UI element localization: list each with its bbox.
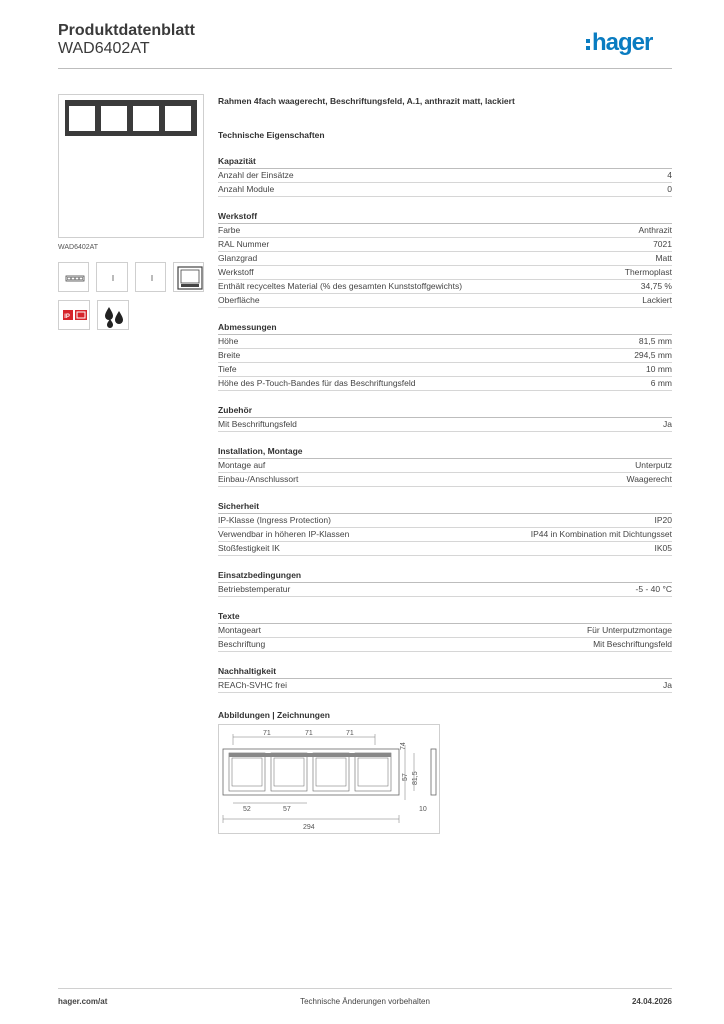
spec-section bbox=[218, 322, 672, 391]
brand-name: hager bbox=[592, 29, 653, 56]
spec-value: 34,75 % bbox=[640, 281, 672, 291]
spec-sections bbox=[218, 156, 672, 693]
spec-value: IP20 bbox=[654, 515, 672, 525]
spec-row bbox=[218, 266, 672, 280]
section-title: Texte bbox=[218, 611, 672, 624]
spec-value: Für Unterputzmontage bbox=[586, 625, 672, 635]
single-insert-icon bbox=[135, 262, 166, 292]
spec-value: 294,5 mm bbox=[634, 350, 672, 360]
spec-section bbox=[218, 611, 672, 652]
spec-row bbox=[218, 542, 672, 556]
page-footer bbox=[58, 997, 672, 1011]
spec-label: Anzahl der Einsätze bbox=[218, 170, 294, 180]
spec-section bbox=[218, 211, 672, 308]
spec-value: Unterputz bbox=[635, 460, 672, 470]
product-image bbox=[58, 94, 204, 238]
drawing-title: Abbildungen | Zeichnungen bbox=[218, 710, 330, 720]
section-title: Installation, Montage bbox=[218, 446, 672, 459]
spec-section bbox=[218, 570, 672, 597]
four-frame-icon bbox=[58, 262, 89, 292]
specs-column bbox=[218, 96, 672, 834]
spec-row bbox=[218, 638, 672, 652]
spec-label: Montage auf bbox=[218, 460, 266, 470]
technical-drawing bbox=[218, 724, 440, 834]
hager-logo bbox=[586, 28, 672, 56]
spec-value: 81,5 mm bbox=[638, 336, 672, 346]
spec-row bbox=[218, 418, 672, 432]
section-title: Zubehör bbox=[218, 405, 672, 418]
spec-label: Mit Beschriftungsfeld bbox=[218, 419, 297, 429]
ip-text: IP bbox=[64, 313, 70, 320]
section-title: Werkstoff bbox=[218, 211, 672, 224]
dim-pitch: 57 bbox=[283, 806, 291, 813]
spec-label: Höhe bbox=[218, 336, 239, 346]
footer-notice: Technische Änderungen vorbehalten bbox=[300, 997, 430, 1006]
single-insert-icon bbox=[96, 262, 127, 292]
spec-label: Anzahl Module bbox=[218, 184, 275, 194]
spec-value: IK05 bbox=[654, 543, 672, 553]
spec-label: Glanzgrad bbox=[218, 253, 258, 263]
spec-label: Verwendbar in höheren IP-Klassen bbox=[218, 529, 350, 539]
spec-label: RAL Nummer bbox=[218, 239, 270, 249]
spec-row bbox=[218, 169, 672, 183]
spec-section bbox=[218, 156, 672, 197]
section-title: Sicherheit bbox=[218, 501, 672, 514]
spec-row bbox=[218, 363, 672, 377]
spec-label: Farbe bbox=[218, 225, 241, 235]
document-title: Produktdatenblatt bbox=[58, 22, 195, 39]
spec-row bbox=[218, 377, 672, 391]
spec-row bbox=[218, 238, 672, 252]
spec-label: Enthält recyceltes Material (% des gesamten Kunststoffgewichts) bbox=[218, 281, 463, 291]
footer-website[interactable]: hager.com/at bbox=[58, 997, 108, 1006]
product-code: WAD6402AT bbox=[58, 40, 150, 57]
spec-label: Breite bbox=[218, 350, 241, 360]
spec-row bbox=[218, 183, 672, 197]
dim-spacing-3: 71 bbox=[346, 730, 354, 737]
spec-row bbox=[218, 583, 672, 597]
dim-depth: 10 bbox=[419, 806, 427, 813]
spec-row bbox=[218, 349, 672, 363]
section-title: Abmessungen bbox=[218, 322, 672, 335]
spec-label: Höhe des P-Touch-Bandes für das Beschriftungsfeld bbox=[218, 378, 416, 388]
spec-row bbox=[218, 624, 672, 638]
spec-value: 10 mm bbox=[646, 364, 672, 374]
spec-value: Waagerecht bbox=[626, 474, 672, 484]
header-divider bbox=[58, 68, 672, 69]
section-title: Einsatzbedingungen bbox=[218, 570, 672, 583]
spec-row bbox=[218, 528, 672, 542]
left-column bbox=[58, 94, 204, 330]
spec-row bbox=[218, 252, 672, 266]
dim-total-width: 294 bbox=[303, 824, 315, 831]
spec-row bbox=[218, 514, 672, 528]
spec-value: 6 mm bbox=[650, 378, 672, 388]
spec-value: IP44 in Kombination mit Dichtungsset bbox=[530, 529, 672, 539]
spec-value: Ja bbox=[663, 680, 672, 690]
spec-value: Lackiert bbox=[642, 295, 672, 305]
product-description: Rahmen 4fach waagerecht, Beschriftungsfeld, A.1, anthrazit matt, lackiert bbox=[218, 96, 515, 106]
dim-spacing-2: 71 bbox=[305, 730, 313, 737]
spec-row bbox=[218, 473, 672, 487]
spec-value: Anthrazit bbox=[638, 225, 672, 235]
ip-rating-icon bbox=[58, 300, 90, 330]
footer-date: 24.04.2026 bbox=[631, 997, 672, 1006]
water-drops-icon bbox=[97, 300, 129, 330]
spec-value: Thermoplast bbox=[624, 267, 672, 277]
section-title: Kapazität bbox=[218, 156, 672, 169]
spec-label: Stoßfestigkeit IK bbox=[218, 543, 280, 553]
spec-value: Ja bbox=[663, 419, 672, 429]
label-field-icon bbox=[173, 262, 204, 292]
spec-label: Einbau-/Anschlussort bbox=[218, 474, 299, 484]
spec-value: -5 - 40 °C bbox=[635, 584, 672, 594]
dim-inner-height: 57 bbox=[402, 773, 409, 781]
spec-value: 4 bbox=[667, 170, 672, 180]
page-header bbox=[58, 20, 672, 70]
tech-heading: Technische Eigenschaften bbox=[218, 130, 325, 140]
spec-value: 7021 bbox=[653, 239, 672, 249]
spec-row bbox=[218, 224, 672, 238]
spec-value: Mit Beschriftungsfeld bbox=[593, 639, 672, 649]
spec-row bbox=[218, 459, 672, 473]
spec-label: REACh-SVHC frei bbox=[218, 680, 287, 690]
spec-label: Montageart bbox=[218, 625, 261, 635]
spec-value: Matt bbox=[655, 253, 672, 263]
spec-value: 0 bbox=[667, 184, 672, 194]
dim-height-top: 74 bbox=[400, 742, 407, 750]
spec-label: IP-Klasse (Ingress Protection) bbox=[218, 515, 331, 525]
spec-label: Tiefe bbox=[218, 364, 237, 374]
dim-total-height: 81,5 bbox=[412, 771, 419, 785]
spec-label: Betriebstemperatur bbox=[218, 584, 291, 594]
dim-opening: 52 bbox=[243, 806, 251, 813]
spec-label: Beschriftung bbox=[218, 639, 266, 649]
section-title: Nachhaltigkeit bbox=[218, 666, 672, 679]
spec-row bbox=[218, 294, 672, 308]
dim-spacing-1: 71 bbox=[263, 730, 271, 737]
spec-section bbox=[218, 446, 672, 487]
footer-divider bbox=[58, 988, 672, 989]
spec-section bbox=[218, 501, 672, 556]
spec-label: Oberfläche bbox=[218, 295, 260, 305]
spec-section bbox=[218, 405, 672, 432]
image-caption: WAD6402AT bbox=[58, 244, 99, 251]
spec-label: Werkstoff bbox=[218, 267, 254, 277]
spec-section bbox=[218, 666, 672, 693]
spec-row bbox=[218, 679, 672, 693]
spec-row bbox=[218, 335, 672, 349]
spec-row bbox=[218, 280, 672, 294]
